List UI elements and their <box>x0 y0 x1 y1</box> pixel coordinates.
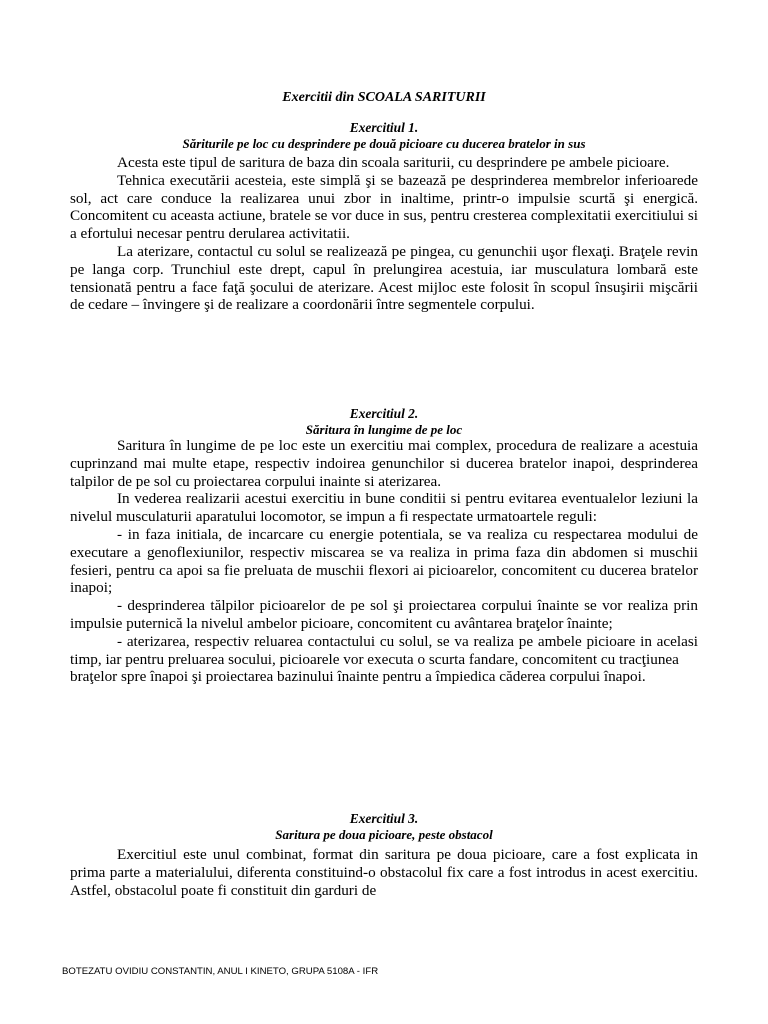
exercise-1-title: Exercitiul 1. <box>349 120 419 135</box>
paragraph: La aterizare, contactul cu solul se realizează pe pingea, cu genunchii uşor flexaţi. Braţele revin pe langa corp. Trunchiul este drept, capul în prelungirea acestuia, iar musculatura lombară este tensionată pentru a face faţă şocului de aterizare. Acest mijloc este folosit în scopul însuşirii mişcării de cedare – învingere şi de realizare a coordonării între segmentele corpului. <box>70 242 698 314</box>
paragraph: Exercitiul este unul combinat, format din saritura pe doua picioare, care a fost explicata in prima parte a materialului, diferenta constituind-o obstacolul fix care a fost introdus in acest exercitiu. Astfel, obstacolul poate fi constituit din garduri de <box>70 846 698 899</box>
paragraph: Tehnica executării acesteia, este simplă şi se bazează pe desprinderea membrelor inferioarede sol, act care conduce la realizarea unui zbor in inaltime, printr-o impulsie scurtă şi energică. Concomitent cu aceasta actiune, bratele se vor duce in sus, pentru cresterea complexitatii exercitiului si a efortului necesar pentru derularea activitatii. <box>70 171 698 243</box>
paragraph: Acesta este tipul de saritura de baza din scoala sariturii, cu desprindere pe ambele picioare. <box>117 154 670 171</box>
exercise-1-body <box>70 154 698 314</box>
exercise-3-subtitle: Saritura pe doua picioare, peste obstacol <box>275 827 493 842</box>
paragraph: braţelor spre înapoi şi proiectarea bazinului înainte pentru a împiedica căderea corpului înapoi. <box>70 668 646 686</box>
list-item: - desprinderea tălpilor picioarelor de pe sol şi proiectarea corpului înainte se vor realiza prin impulsie puternică la nivelul ambelor picioare, concomitent cu avântarea braţelor înainte; <box>70 597 698 632</box>
exercise-2-subtitle: Săritura în lungime de pe loc <box>305 422 463 437</box>
exercise-2-title: Exercitiul 2. <box>349 406 419 421</box>
exercise-2-body <box>70 437 698 686</box>
paragraph: In vederea realizarii acestui exercitiu in bune conditii si pentru evitarea eventualelor leziuni la nivelul musculaturii aparatului locomotor, se impun a fi respectate urmatoartele reguli: <box>70 490 698 526</box>
list-item: - aterizarea, respectiv reluarea contactului cu solul, se va realiza pe ambele picioare in acelasi timp, iar pentru preluarea socului, picioarele vor executa o scurta fandare, concomitent cu tracţiunea <box>70 632 698 668</box>
list-item: - in faza initiala, de incarcare cu energie potentiala, se va realiza cu respectarea modului de executare a genoflexiunilor, respectiv miscarea se va realiza in prima faza din abdomen si muschii fesieri, pentru ca apoi sa fie preluata de muschii flexori ai picioarelor, concomitent cu ducerea bratelor inapoi; <box>70 525 698 597</box>
page-footer: BOTEZATU OVIDIU CONSTANTIN, ANUL I KINETO, GRUPA 5108A - IFR <box>62 966 379 977</box>
document-title: Exercitii din SCOALA SARITURII <box>282 90 486 105</box>
paragraph: Saritura în lungime de pe loc este un exercitiu mai complex, procedura de realizare a acestuia cuprinzand mai multe etape, respectiv indoirea genunchilor si ducerea bratelor inapoi, desprinderea talpilor de pe sol cu proiectarea corpului inainte si aterizarea. <box>70 437 698 490</box>
exercise-1-subtitle: Săriturile pe loc cu desprindere pe două picioare cu ducerea bratelor in sus <box>182 136 586 151</box>
exercise-3-title: Exercitiul 3. <box>349 811 419 826</box>
exercise-3-body <box>70 846 698 899</box>
